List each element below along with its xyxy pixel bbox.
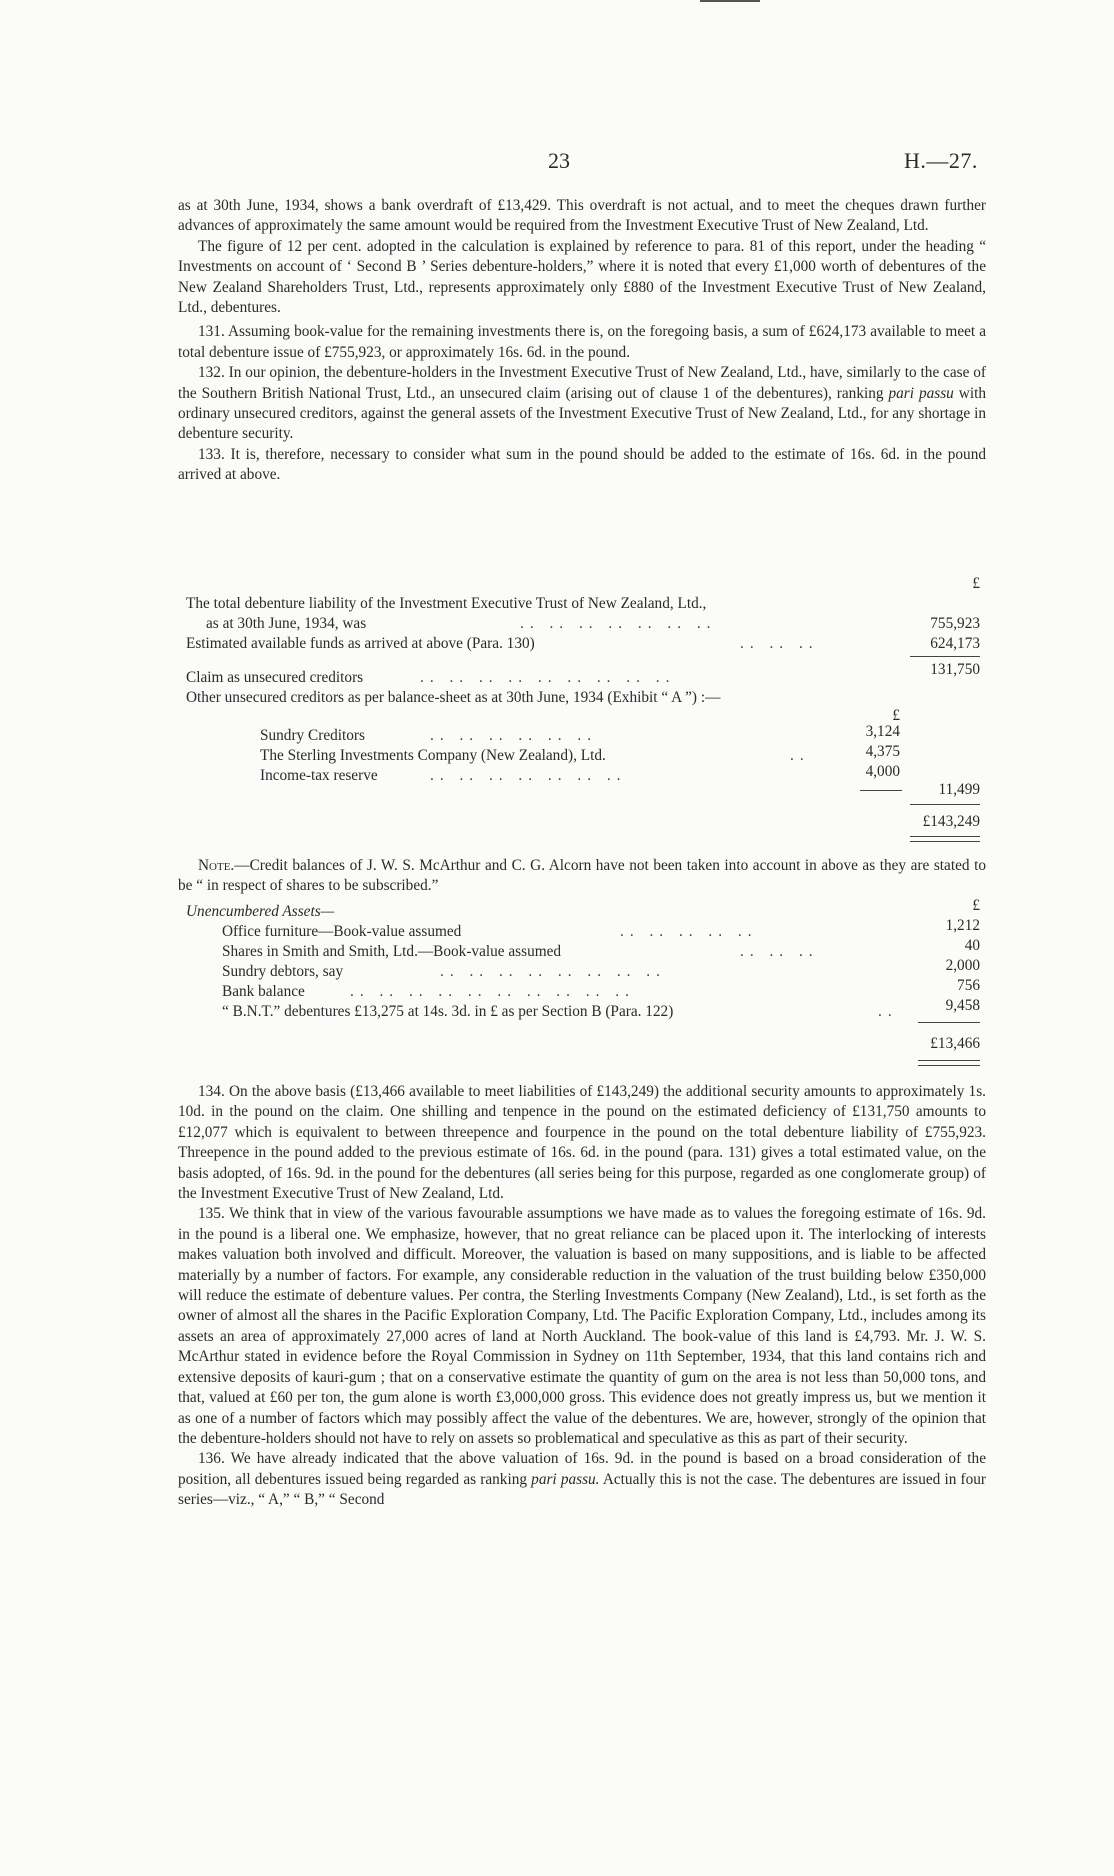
sub-item-value: 4,000 xyxy=(865,763,900,780)
claim-label: Claim as unsecured creditors xyxy=(186,669,364,686)
total-rule xyxy=(910,804,980,805)
claim-value: 131,750 xyxy=(930,661,980,678)
leader-dots: .. xyxy=(878,1003,898,1020)
sub-item-label: Income-tax reserve xyxy=(260,767,378,784)
top-rule xyxy=(700,0,760,2)
leader-dots: .. .. .. .. .. .. .. xyxy=(430,767,627,784)
asset-label: “ B.N.T.” debentures £13,275 at 14s. 3d. in £ as per Section B (Para. 122) xyxy=(222,1003,674,1020)
sub-item-label: The Sterling Investments Company (New Zealand), Ltd. xyxy=(260,747,606,764)
other-creditors-label: Other unsecured creditors as per balance-sheet as at 30th June, 1934 (Exhibit “ A ”) :— xyxy=(186,689,721,706)
leader-dots: .. .. .. .. .. .. .. xyxy=(520,615,717,632)
leader-dots: .. .. .. xyxy=(740,943,819,960)
liability-row2-label: Estimated available funds as arrived at above (Para. 130) xyxy=(186,635,535,652)
body-text-bottom xyxy=(178,1082,986,1511)
subtotal-rule xyxy=(910,656,980,657)
leader-dots: .. .. .. .. .. xyxy=(620,923,758,940)
paragraph-133: 133. It is, therefore, necessary to consider what sum in the pound should be added to the estimate of 16s. 6d. in the pound arrived at above. xyxy=(178,445,986,484)
leader-dots: .. .. .. .. .. .. xyxy=(430,727,598,744)
credit-note xyxy=(178,856,986,896)
assets-currency-header: £ xyxy=(972,897,980,914)
double-rule xyxy=(910,836,980,842)
note-lead: Note. xyxy=(198,857,235,874)
paragraph-132 xyxy=(178,363,986,445)
assets-heading: Unencumbered Assets— xyxy=(186,903,335,920)
sub-item-value: 4,375 xyxy=(865,743,900,760)
sub-item-label: Sundry Creditors xyxy=(260,727,365,744)
grand-total-value: £143,249 xyxy=(922,813,980,830)
leader-dots: .. .. .. .. .. .. .. .. xyxy=(440,963,666,980)
paragraph-continued: as at 30th June, 1934, shows a bank overdraft of £13,429. This overdraft is not actual, and to meet the cheques drawn further advances of approximately the same amount would be required from the Investment Executive Trust of New Zealand, Ltd. xyxy=(178,197,986,235)
asset-label: Shares in Smith and Smith, Ltd.—Book-value assumed xyxy=(222,943,562,960)
leader-dots: .. .. .. .. .. .. .. .. .. .. xyxy=(350,983,635,1000)
leader-dots: .. .. .. xyxy=(740,635,819,652)
paragraph-136-text-a: 136. We have already indicated that the above valuation of 16s. 9d. in the pound is based on a broad consideration of the position, all debentures issued being regarded as ranking xyxy=(178,1450,986,1488)
assets-total-value: £13,466 xyxy=(930,1035,980,1052)
liability-row1-value: 755,923 xyxy=(930,615,980,632)
liability-row2-value: 624,173 xyxy=(930,635,980,652)
asset-label: Sundry debtors, say xyxy=(222,963,344,980)
asset-value: 2,000 xyxy=(945,957,980,974)
sub-currency-header: £ xyxy=(892,707,900,724)
body-text-top xyxy=(178,196,986,486)
paragraph-136 xyxy=(178,1449,986,1510)
asset-value: 9,458 xyxy=(945,997,980,1014)
assets-total-rule xyxy=(918,1022,980,1023)
liability-currency-header: £ xyxy=(972,575,980,592)
leader-dots: .. xyxy=(790,747,810,764)
note-text: —Credit balances of J. W. S. McArthur and C. G. Alcorn have not been taken into account in above as they are stated to be “ in respect of shares to be subscribed.” xyxy=(178,857,986,894)
paragraph-136-italic: pari passu. xyxy=(531,1470,600,1488)
liability-row1-label-b: as at 30th June, 1934, was xyxy=(206,615,367,632)
page-number: 23 xyxy=(548,148,570,173)
liability-row1-label-a: The total debenture liability of the Investment Executive Trust of New Zealand, Ltd., xyxy=(186,595,707,612)
paragraph-134: 134. On the above basis (£13,466 available to meet liabilities of £143,249) the additional security amounts to approximately 1s. 10d. in the pound on the claim. One shilling and tenpence in the pound on the estimated deficiency of £131,750 amounts to £12,077 which is equivalent to between threepence and fourpence in the pound on the total debenture liability of £755,923. Threepence in the pound added to the previous estimate of 16s. 6d. in the pound (para. 131) gives a total estimated value, on the basis adopted, of 16s. 9d. in the pound for the debentures (all series being for this purpose, regarded as one conglomerate group) of the Investment Executive Trust of New Zealand, Ltd. xyxy=(178,1083,986,1203)
paragraph-136-text-b: Actually this is not the case. The debentures are issued in four series—viz., “ A,” “ B,” “ Second xyxy=(178,1470,987,1509)
sub-total-value: 11,499 xyxy=(938,781,980,798)
paragraph-figure-note: The figure of 12 per cent. adopted in the calculation is explained by reference to para. 81 of this report, under the heading “ Investments on account of ‘ Second B ’ Series debenture-holders,” where it is noted that every £1,000 worth of debentures of the New Zealand Shareholders Trust, Ltd., represents approximately only £880 of the Investment Executive Trust of New Zealand, Ltd., debentures. xyxy=(178,237,986,317)
sub-item-value: 3,124 xyxy=(865,723,900,740)
asset-label: Bank balance xyxy=(222,983,305,1000)
paragraph-135: 135. We think that in view of the various favourable assumptions we have made as to values the foregoing estimate of 16s. 9d. in the pound is a liberal one. We emphasize, however, that no great reliance can be placed upon it. The interlocking of interests makes valuation both involved and difficult. Moreover, the valuation is based on many suppositions, and is liable to be affected materially by a number of factors. For example, any considerable reduction in the valuation of the trust building below £350,000 will reduce the estimate of debenture values. Per contra, the Sterling Investments Company (New Zealand), Ltd., is set forth as the owner of almost all the shares in the Pacific Exploration Company, Ltd. The Pacific Exploration Company, Ltd., includes among its assets an area of approximately 27,000 acres of land at North Auckland. The book-value of this land is £4,793. Mr. J. W. S. McArthur stated in evidence before the Royal Commission in Sydney on 11th September, 1934, that this land contains rich and extensive deposits of kauri-gum ; that on a conservative estimate the quantity of gum on the area is not less than 50,000 tons, and that, valued at £60 per ton, the gum alone is worth £3,000,000 gross. This evidence does not greatly impress us, but we mention it as one of a number of factors which may possibly affect the value of the debentures. We are, however, strongly of the opinion that the debenture-holders should not have to rely on assets so problematical and speculative as this as part of their security. xyxy=(178,1205,986,1447)
leader-dots: .. .. .. .. .. .. .. .. .. xyxy=(420,669,676,686)
asset-value: 756 xyxy=(957,977,980,994)
asset-label: Office furniture—Book-value assumed xyxy=(222,923,462,940)
asset-value: 1,212 xyxy=(945,917,980,934)
paragraph-131: 131. Assuming book-value for the remaining investments there is, on the foregoing basis, a sum of £624,173 available to meet a total debenture issue of £755,923, or approximately 16s. 6d. in the pound. xyxy=(178,323,986,361)
paragraph-132-text-a: 132. In our opinion, the debenture-holders in the Investment Executive Trust of New Zealand, Ltd., have, similarly to the case of the Southern British National Trust, Ltd., an unsecured claim (arising out of clause 1 of the debentures), ranking xyxy=(178,364,986,402)
sub-rule xyxy=(860,790,902,791)
asset-value: 40 xyxy=(964,937,980,954)
document-reference: H.—27. xyxy=(904,148,978,173)
paragraph-132-text-b: with ordinary unsecured creditors, against the general assets of the Investment Executive Trust of New Zealand, Ltd., for any shortage in debenture security. xyxy=(178,384,986,443)
double-rule xyxy=(918,1060,980,1066)
paragraph-132-italic: pari passu xyxy=(888,384,954,402)
